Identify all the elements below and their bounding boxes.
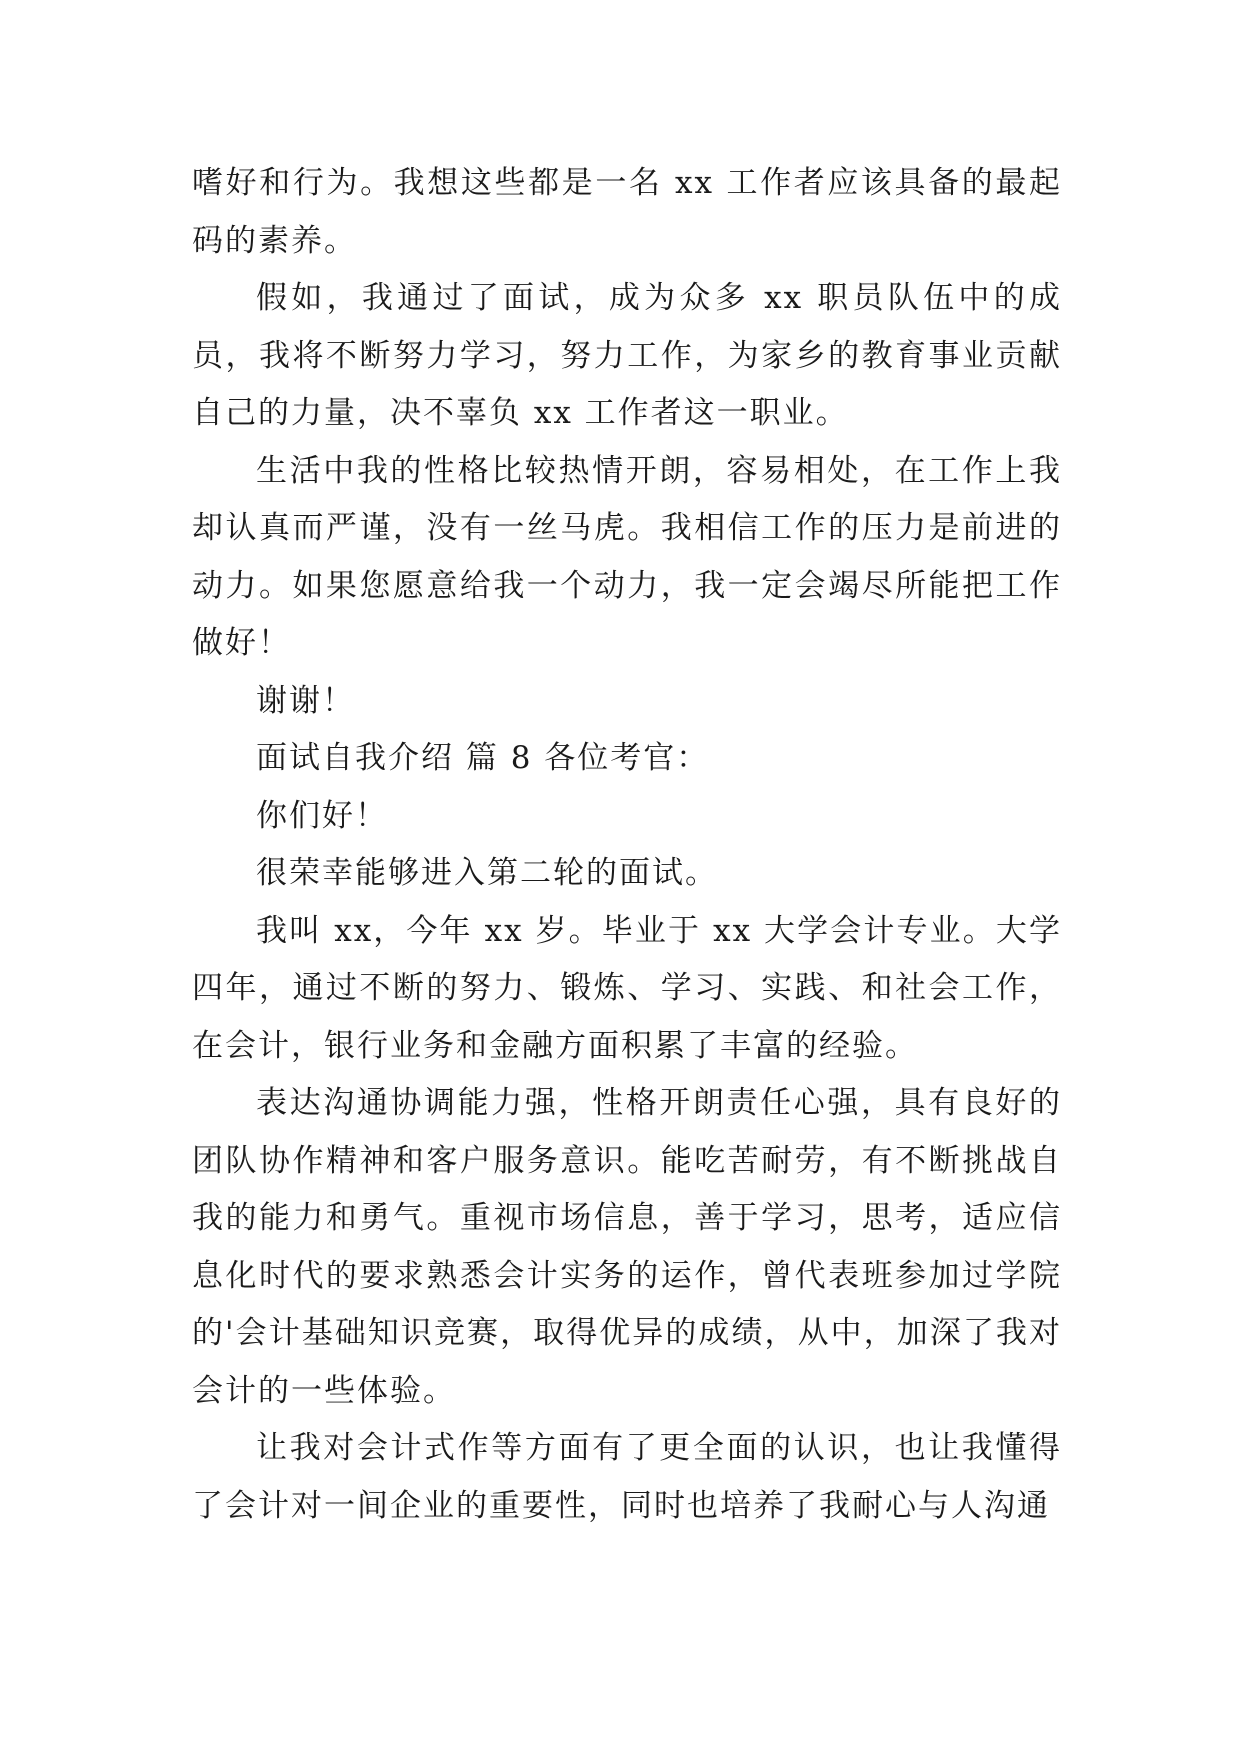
document-body — [192, 155, 1062, 1535]
section-heading: 面试自我介绍 篇 8 各位考官： — [256, 740, 710, 776]
paragraph-3: 生活中我的性格比较热情开朗，容易相处，在工作上我却认真而严谨，没有一丝马虎。我相信工作的压力是前进的动力。如果您愿意给我一个动力，我一定会竭尽所能把工作做好！ — [192, 452, 1062, 661]
paragraph-thanks: 谢谢！ — [256, 682, 355, 719]
paragraph-1: 嗜好和行为。我想这些都是一名 xx 工作者应该具备的最起码的素养。 — [192, 165, 1062, 259]
paragraph-understanding: 让我对会计式作等方面有了更全面的认识，也让我懂得了会计对一间企业的重要性，同时也培养了我耐心与人沟通 — [192, 1430, 1062, 1524]
paragraph-skills: 表达沟通协调能力强，性格开朗责任心强，具有良好的团队协作精神和客户服务意识。能吃苦耐劳，有不断挑战自我的能力和勇气。重视市场信息，善于学习，思考，适应信息化时代的要求熟悉会计实务的运作，曾代表班参加过学院的'会计基础知识竞赛，取得优异的成绩，从中，加深了我对会计的一些体验。 — [192, 1085, 1062, 1409]
paragraph-honor: 很荣幸能够进入第二轮的面试。 — [256, 855, 718, 891]
paragraph-2: 假如，我通过了面试，成为众多 xx 职员队伍中的成员，我将不断努力学习，努力工作，为家乡的教育事业贡献自己的力量，决不辜负 xx 工作者这一职业。 — [192, 280, 1062, 431]
paragraph-greeting: 你们好！ — [256, 797, 388, 834]
paragraph-intro: 我叫 xx，今年 xx 岁。毕业于 xx 大学会计专业。大学四年，通过不断的努力、锻炼、学习、实践、和社会工作，在会计，银行业务和金融方面积累了丰富的经验。 — [192, 912, 1062, 1064]
